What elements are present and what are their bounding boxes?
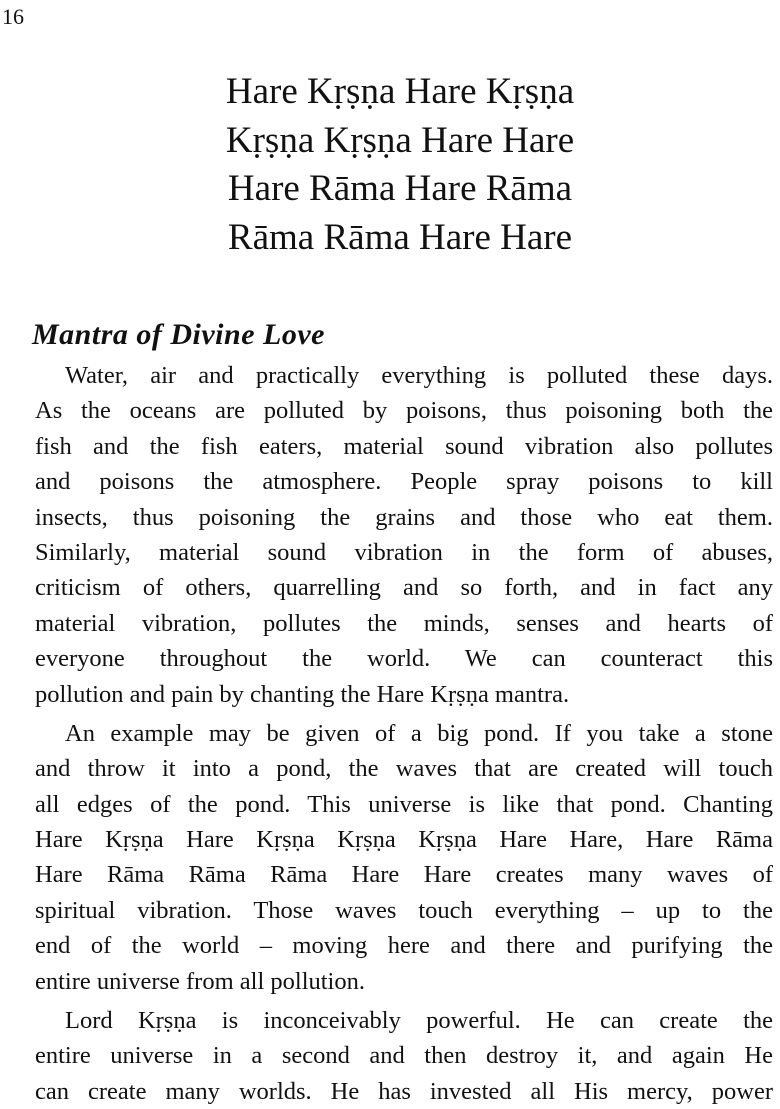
text-line: material vibration, pollutes the minds, senses and hearts of [35, 609, 773, 637]
text-line: Hare Rāma Rāma Rāma Hare Hare creates many waves of [35, 861, 773, 889]
text-line: Hare Kṛṣṇa Hare Kṛṣṇa Kṛṣṇa Kṛṣṇa Hare Hare, Hare Rāma [35, 826, 773, 854]
text-line: entire universe from all pollution. [35, 967, 365, 995]
text-line: all edges of the pond. This universe is like that pond. Chanting [35, 790, 773, 818]
page-number: 16 [2, 4, 24, 29]
section-heading: Mantra of Divine Love [32, 318, 325, 351]
text-line: Similarly, material sound vibration in the form of abuses, [35, 538, 773, 566]
verse-line: Hare Rāma Hare Rāma [227, 168, 573, 209]
paragraph [35, 358, 773, 712]
verse-line: Kṛṣṇa Kṛṣṇa Hare Hare [225, 119, 575, 161]
text-line: Lord Kṛṣṇa is inconceivably powerful. He can create the [65, 1007, 773, 1035]
text-line: and throw it into a pond, the waves that are created will touch [35, 755, 773, 783]
paragraph [35, 716, 773, 999]
verse-line: Hare Kṛṣṇa Hare Kṛṣṇa [225, 71, 575, 112]
text-line: fish and the fish eaters, material sound vibration also pollutes [35, 432, 773, 460]
verse-line: Rāma Rāma Hare Hare [227, 216, 573, 258]
text-line: criticism of others, quarrelling and so forth, and in fact any [35, 574, 773, 602]
text-line: spiritual vibration. Those waves touch everything – up to the [35, 896, 773, 924]
text-line: end of the world – moving here and there and purifying the [35, 932, 773, 960]
text-line: Water, air and practically everything is polluted these days. [65, 362, 773, 389]
maha-mantra-verse [0, 68, 780, 262]
body-text [35, 358, 773, 1109]
text-line: pollution and pain by chanting the Hare Kṛṣṇa mantra. [35, 680, 570, 708]
text-line: and poisons the atmosphere. People spray poisons to kill [35, 468, 773, 496]
text-line: insects, thus poisoning the grains and those who eat them. [35, 503, 773, 531]
text-line: As the oceans are polluted by poisons, thus poisoning both the [35, 397, 773, 425]
paragraph [35, 1003, 773, 1109]
text-line: can create many worlds. He has invested all His mercy, power [35, 1077, 773, 1105]
text-line: entire universe in a second and then destroy it, and again He [35, 1042, 773, 1070]
text-line: everyone throughout the world. We can counteract this [35, 645, 773, 673]
text-line: An example may be given of a big pond. If you take a stone [65, 719, 773, 747]
